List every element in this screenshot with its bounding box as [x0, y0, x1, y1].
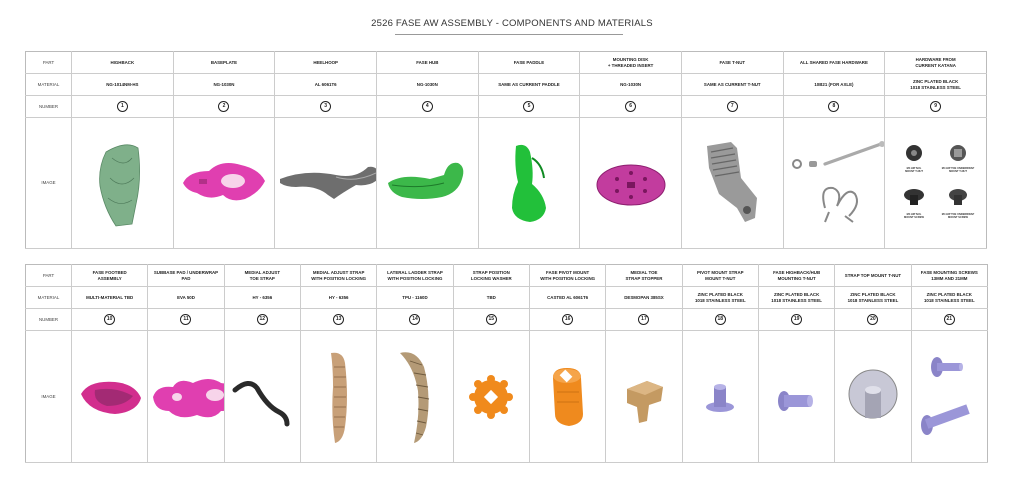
part-name: STRAP POSITION LOCKING WASHER: [453, 265, 529, 287]
material-name: NG-1030N: [580, 74, 682, 96]
part-name: HIGHBACK: [72, 52, 174, 74]
components-table-1: [25, 51, 987, 249]
part-number-badge: 1: [117, 101, 128, 112]
row-number: [26, 96, 987, 118]
part-number-cell: [72, 309, 148, 331]
locking-washer-icon: [455, 372, 528, 422]
material-name: SAME AS CURRENT T-NUT: [681, 74, 783, 96]
part-name: FASE PADDLE: [478, 52, 580, 74]
row-label-number: NUMBER: [26, 96, 72, 118]
ladder-strap-icon: [378, 347, 451, 447]
part-name: SUBBASE PAD / UNDERWRAP PAD: [148, 265, 224, 287]
hardware-label: M4 HIP NUL MOUNT T-NUT: [904, 167, 923, 174]
material-name: EVA 50D: [148, 287, 224, 309]
part-image-cell: [783, 118, 885, 249]
part-name: FASE HIGHBACK/HUB MOUNTING T-NUT: [758, 265, 834, 287]
material-name: NG-1014NM-HS: [72, 74, 174, 96]
part-image-cell: [606, 331, 682, 463]
part-number-badge: 12: [257, 314, 268, 325]
material-name: CASTED AL 6061T6: [529, 287, 605, 309]
part-name: MEDIAL ADJUST STRAP WITH POSITION LOCKING: [300, 265, 376, 287]
part-image-cell: [682, 331, 758, 463]
part-number-cell: [682, 309, 758, 331]
part-name: FASE T-NUT: [681, 52, 783, 74]
fase-tnut-icon: [683, 138, 782, 228]
part-image-cell: [580, 118, 682, 249]
fase-paddle-icon: [480, 138, 579, 228]
part-number-badge: 21: [944, 314, 955, 325]
part-image-cell: [224, 331, 300, 463]
part-image-cell: [478, 118, 580, 249]
part-name: FASE HUB: [376, 52, 478, 74]
row-number: [26, 309, 988, 331]
part-number-badge: 18: [715, 314, 726, 325]
components-table-2: [25, 264, 988, 463]
part-image-cell: [148, 331, 224, 463]
part-image-cell: [453, 331, 529, 463]
part-number-cell: [783, 96, 885, 118]
part-image-cell: [681, 118, 783, 249]
row-material: [26, 287, 988, 309]
part-number-cell: [376, 96, 478, 118]
row-material: [26, 74, 987, 96]
part-image-cell: [911, 331, 987, 463]
material-name: ZINC PLATED BLACK 1018 STAINLESS STEEL: [911, 287, 987, 309]
row-label-material: MATERIAL: [26, 287, 72, 309]
material-name: NG-1030N: [376, 74, 478, 96]
hardware-label: M4 HIP NUL MOUNT SCREW: [903, 213, 924, 220]
part-number-cell: [529, 309, 605, 331]
material-name: TBD: [453, 287, 529, 309]
part-number-cell: [275, 96, 377, 118]
pivot-tnut-icon: [684, 377, 757, 417]
katana-hardware-icon: [886, 135, 985, 231]
part-name: PIVOT MOUNT STRAP MOUNT T-NUT: [682, 265, 758, 287]
part-image-cell: [173, 118, 275, 249]
part-image-cell: [835, 331, 911, 463]
part-number-cell: [580, 96, 682, 118]
part-number-badge: 17: [638, 314, 649, 325]
mounting-disk-icon: [581, 153, 680, 213]
row-label-part: PART: [26, 52, 72, 74]
row-label-material: MATERIAL: [26, 74, 72, 96]
part-number-badge: 19: [791, 314, 802, 325]
part-number-badge: 11: [180, 314, 191, 325]
part-number-cell: [377, 309, 453, 331]
row-label-image: IMAGE: [26, 331, 72, 463]
part-image-cell: [300, 331, 376, 463]
hardware-label: M4 HIP TOE UNDERWRAP MOUNT T-NUT: [941, 167, 974, 174]
highback-icon: [73, 138, 172, 228]
row-label-number: NUMBER: [26, 309, 72, 331]
heelhoop-icon: [276, 153, 375, 213]
part-number-badge: 2: [218, 101, 229, 112]
footbed-icon: [73, 372, 146, 422]
strap-stopper-icon: [607, 367, 680, 427]
part-name: STRAP TOP MOUNT T-NUT: [835, 265, 911, 287]
part-number-cell: [148, 309, 224, 331]
material-name: 10B21 (FOR AXLE): [783, 74, 885, 96]
part-name: FASE PIVOT MOUNT WITH POSITION LOCKING: [529, 265, 605, 287]
material-name: HY - 6356: [300, 287, 376, 309]
title-underline: [395, 34, 623, 35]
mounting-screws-icon: [913, 347, 986, 447]
material-name: AL 6061T6: [275, 74, 377, 96]
part-image-cell: [72, 118, 174, 249]
part-number-badge: 14: [409, 314, 420, 325]
part-number-cell: [300, 309, 376, 331]
part-number-badge: 15: [486, 314, 497, 325]
pivot-mount-icon: [531, 362, 604, 432]
part-number-cell: [885, 96, 987, 118]
part-name: MEDIAL ADJUST TOE STRAP: [224, 265, 300, 287]
row-label-part: PART: [26, 265, 72, 287]
part-image-cell: [885, 118, 987, 249]
part-number-badge: 10: [104, 314, 115, 325]
part-number-cell: [224, 309, 300, 331]
part-name: HARDWARE FROM CURRENT KATANA: [885, 52, 987, 74]
part-number-cell: [72, 96, 174, 118]
part-image-cell: [376, 118, 478, 249]
part-number-badge: 3: [320, 101, 331, 112]
part-number-badge: 4: [422, 101, 433, 112]
part-name: FASE MOUNTING SCREWS 13MM AND 21MM: [911, 265, 987, 287]
part-number-badge: 7: [727, 101, 738, 112]
material-name: HY - 6356: [224, 287, 300, 309]
part-number-cell: [835, 309, 911, 331]
part-number-badge: 20: [867, 314, 878, 325]
fase-hub-icon: [378, 153, 477, 213]
hardware-label: M4 HIP TOE UNDERWRAP MOUNT SCREW: [941, 213, 974, 220]
part-number-cell: [758, 309, 834, 331]
row-image: [26, 331, 988, 463]
part-name: MOUNTING DISK + THREADED INSERT: [580, 52, 682, 74]
toe-strap-icon: [226, 362, 299, 432]
part-name: BASEPLATE: [173, 52, 275, 74]
page-title: 2526 FASE AW ASSEMBLY - COMPONENTS AND MATERIALS: [371, 18, 653, 29]
part-number-cell: [173, 96, 275, 118]
part-image-cell: [377, 331, 453, 463]
baseplate-icon: [175, 153, 274, 213]
top-mount-tnut-icon: [836, 362, 909, 432]
part-number-cell: [453, 309, 529, 331]
material-name: MULTI-MATERIAL TBD: [72, 287, 148, 309]
part-name: MEDIAL TOE STRAP STOPPER: [606, 265, 682, 287]
part-number-cell: [911, 309, 987, 331]
part-name: HEELHOOP: [275, 52, 377, 74]
material-name: ZINC PLATED BLACK 1018 STAINLESS STEEL: [758, 287, 834, 309]
material-name: TPU - 1160D: [377, 287, 453, 309]
part-number-badge: 13: [333, 314, 344, 325]
material-name: NG-1030N: [173, 74, 275, 96]
row-image: [26, 118, 987, 249]
part-image-cell: [529, 331, 605, 463]
material-name: ZINC PLATED BLACK 1018 STAINLESS STEEL: [885, 74, 987, 96]
row-label-image: IMAGE: [26, 118, 72, 249]
part-name: LATERAL LADDER STRAP WITH POSITION LOCKING: [377, 265, 453, 287]
part-number-cell: [478, 96, 580, 118]
part-image-cell: [758, 331, 834, 463]
part-number-badge: 6: [625, 101, 636, 112]
material-name: DESMOPAN 385SX: [606, 287, 682, 309]
part-number-badge: 9: [930, 101, 941, 112]
part-number-cell: [681, 96, 783, 118]
part-number-cell: [606, 309, 682, 331]
subbase-pad-icon: [149, 367, 222, 427]
row-part: [26, 52, 987, 74]
part-image-cell: [72, 331, 148, 463]
highback-tnut-icon: [760, 377, 833, 417]
part-name: ALL SHARED FASE HARDWARE: [783, 52, 885, 74]
part-image-cell: [275, 118, 377, 249]
material-name: ZINC PLATED BLACK 1018 STAINLESS STEEL: [682, 287, 758, 309]
material-name: SAME AS CURRENT PADDLE: [478, 74, 580, 96]
part-number-badge: 5: [523, 101, 534, 112]
adjust-strap-icon: [302, 347, 375, 447]
part-name: FASE FOOTBED ASSEMBLY: [72, 265, 148, 287]
row-part: [26, 265, 988, 287]
part-number-badge: 16: [562, 314, 573, 325]
part-number-badge: 8: [828, 101, 839, 112]
shared-hardware-icon: [785, 138, 884, 228]
material-name: ZINC PLATED BLACK 1018 STAINLESS STEEL: [835, 287, 911, 309]
